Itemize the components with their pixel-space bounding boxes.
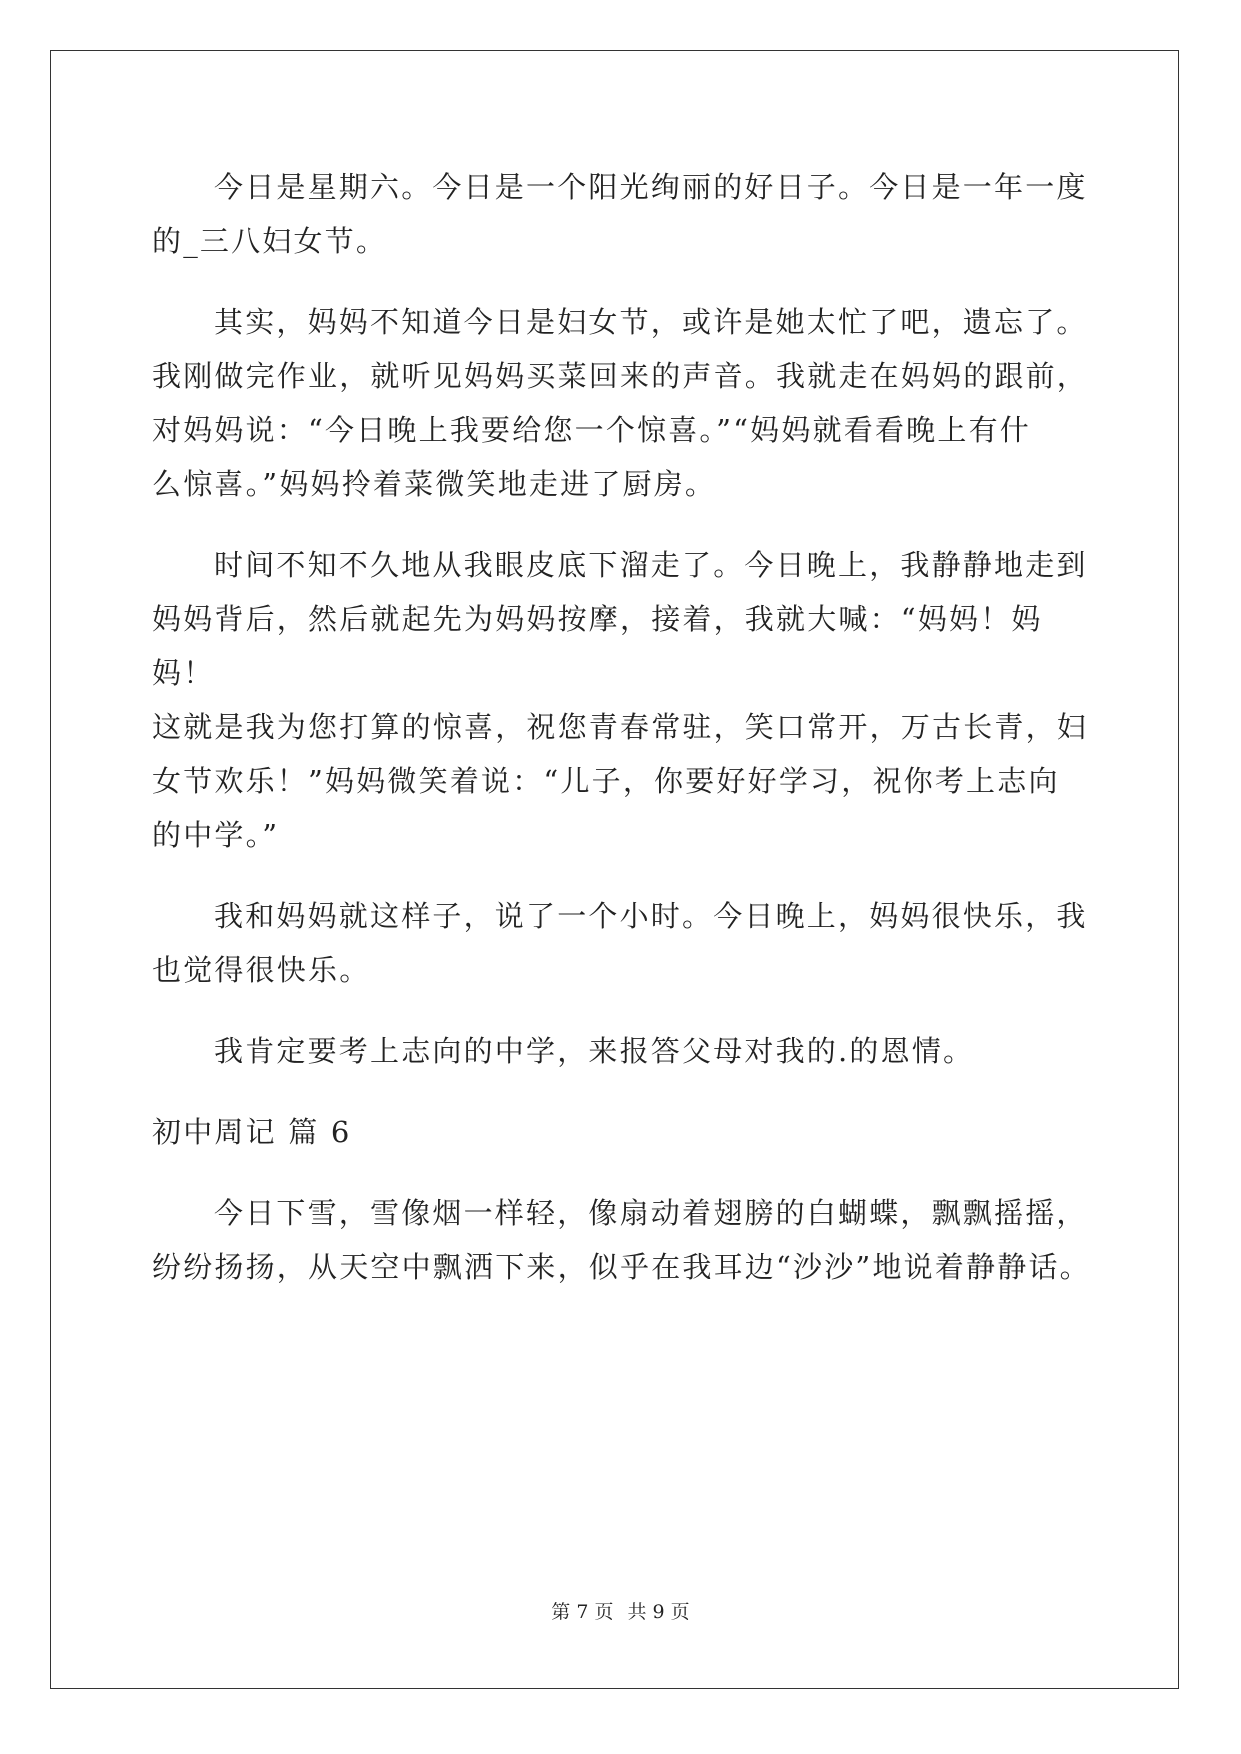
page-footer bbox=[0, 1597, 1241, 1624]
page-total: 共 9 页 bbox=[627, 1601, 690, 1623]
text-line: 我刚做完作业，就听见妈妈买菜回来的声音。我就走在妈妈的跟前， bbox=[152, 359, 1089, 393]
paragraph-3 bbox=[152, 538, 1092, 862]
text-line: 妈妈背后，然后就起先为妈妈按摩，接着，我就大喊：“妈妈！妈妈！ bbox=[152, 602, 1043, 690]
text-line: 其实，妈妈不知道今日是妇女节，或许是她太忙了吧，遗忘了。 bbox=[214, 305, 1088, 339]
text-line: 我和妈妈就这样子，说了一个小时。今日晚上，妈妈很快乐，我 bbox=[214, 899, 1088, 933]
document-body bbox=[152, 160, 1092, 1321]
text-line: 我肯定要考上志向的中学，来报答父母对我的.的恩情。 bbox=[214, 1034, 975, 1068]
text-line: 对妈妈说：“今日晚上我要给您一个惊喜。”“妈妈就看看晚上有什 bbox=[152, 413, 1031, 447]
page-number: 第 7 页 bbox=[551, 1601, 614, 1623]
text-line: 这就是我为您打算的惊喜，祝您青春常驻，笑口常开，万古长青，妇 bbox=[152, 710, 1089, 744]
paragraph-2 bbox=[152, 295, 1092, 511]
text-line: 的_三八妇女节。 bbox=[152, 224, 388, 258]
paragraph-6 bbox=[152, 1186, 1092, 1294]
paragraph-1 bbox=[152, 160, 1092, 268]
paragraph-4 bbox=[152, 889, 1092, 997]
text-line: 也觉得很快乐。 bbox=[152, 953, 371, 987]
text-line: 女节欢乐！”妈妈微笑着说：“儿子，你要好好学习，祝你考上志向 bbox=[152, 764, 1060, 798]
text-line: 纷纷扬扬，从天空中飘洒下来，似乎在我耳边“沙沙”地说着静静话。 bbox=[152, 1250, 1091, 1284]
text-line: 今日是星期六。今日是一个阳光绚丽的好日子。今日是一年一度 bbox=[214, 170, 1088, 204]
section-heading: 初中周记 篇 6 bbox=[152, 1115, 352, 1149]
text-line: 时间不知不久地从我眼皮底下溜走了。今日晚上，我静静地走到 bbox=[214, 548, 1088, 582]
text-line: 今日下雪，雪像烟一样轻，像扇动着翅膀的白蝴蝶，飘飘摇摇， bbox=[214, 1196, 1088, 1230]
text-line: 么惊喜。”妈妈拎着菜微笑地走进了厨房。 bbox=[152, 467, 717, 501]
paragraph-5 bbox=[152, 1024, 1092, 1078]
text-line: 的中学。” bbox=[152, 818, 280, 852]
